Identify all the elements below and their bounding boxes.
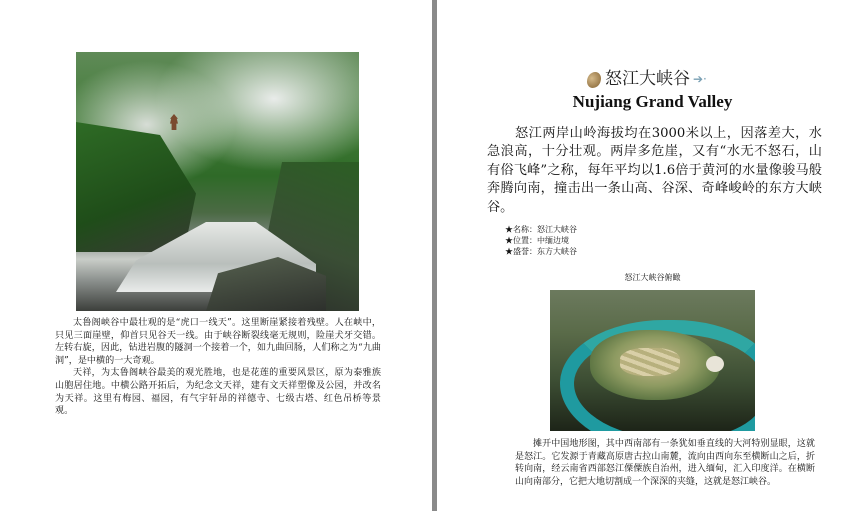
nujiang-valley-photo xyxy=(550,290,755,431)
page-title-english: Nujiang Grand Valley xyxy=(572,92,733,111)
left-page xyxy=(0,0,432,511)
intro-text xyxy=(487,125,822,217)
photo-caption: 怒江大峡谷俯瞰 xyxy=(624,273,681,282)
photo-pagoda xyxy=(170,114,178,130)
taroko-gorge-photo xyxy=(76,52,359,311)
left-paragraph-2: 天祥，为太鲁阁峡谷最美的观光胜地，也是花莲的重要风景区，原为泰雅族山胞居住地。中横公路开拓后，为纪念文天祥，建有文天祥塑像及公园，并改名为天祥。这里有梅园、福园，有气宇轩昂的祥德寺、七级古塔、红色吊桥等景观。 xyxy=(55,368,381,417)
fact-item: ★名称：怒江大峡谷 xyxy=(505,225,577,234)
intro-paragraph: 怒江两岸山岭海拔均在3000米以上，因落差大，水急浪高，十分壮观。两岸多危崖，又有“水无不怒石，山有俗飞峰”之称，每年平均以1.6倍于黄河的水量像骏马般奔腾向南，撞击出一条山高、谷深、奇峰峻岭的东方大峡谷。 xyxy=(487,126,822,215)
page-title-chinese: 怒江大峡谷 xyxy=(605,69,690,89)
photo-fields xyxy=(620,348,680,376)
photo-sandbank xyxy=(706,356,724,372)
fact-item: ★位置：中缅边境 xyxy=(505,236,569,245)
right-page xyxy=(437,0,868,511)
leaf-icon xyxy=(587,72,601,88)
right-paragraph: 摊开中国地形图，其中西南部有一条犹如垂直线的大河特别显眼，这就是怒江。它发源于青藏高原唐古拉山南麓，流向由西向东至横断山之后，折转向南，经云南省西部怒江傈僳族自治州，进入缅甸，汇入印度洋。在横断山向南部分，它把大地切割成一个深深的夹缝，这就是怒江峡谷。 xyxy=(515,439,815,487)
fact-list xyxy=(505,224,577,257)
title-row xyxy=(587,68,747,92)
left-body-text xyxy=(55,317,381,418)
arrow-icon: ➔· xyxy=(693,72,707,86)
left-paragraph-1: 太鲁阁峡谷中最壮观的是“虎口一线天”。这里断崖紧接着残壁。人在峡中，只见三面崖壁，仰首只见谷天一线。由于峡谷断裂线毫无规则，险崖犬牙交错。左转右旋，因此，钻进岩腹的隧洞一个接着一个，如九曲回肠，人们称之为“九曲洞”，是中横的一大奇观。 xyxy=(55,318,381,366)
photo-cliff-left xyxy=(76,122,196,252)
right-body-text xyxy=(515,438,815,488)
fact-item: ★盛誉：东方大峡谷 xyxy=(505,247,577,256)
